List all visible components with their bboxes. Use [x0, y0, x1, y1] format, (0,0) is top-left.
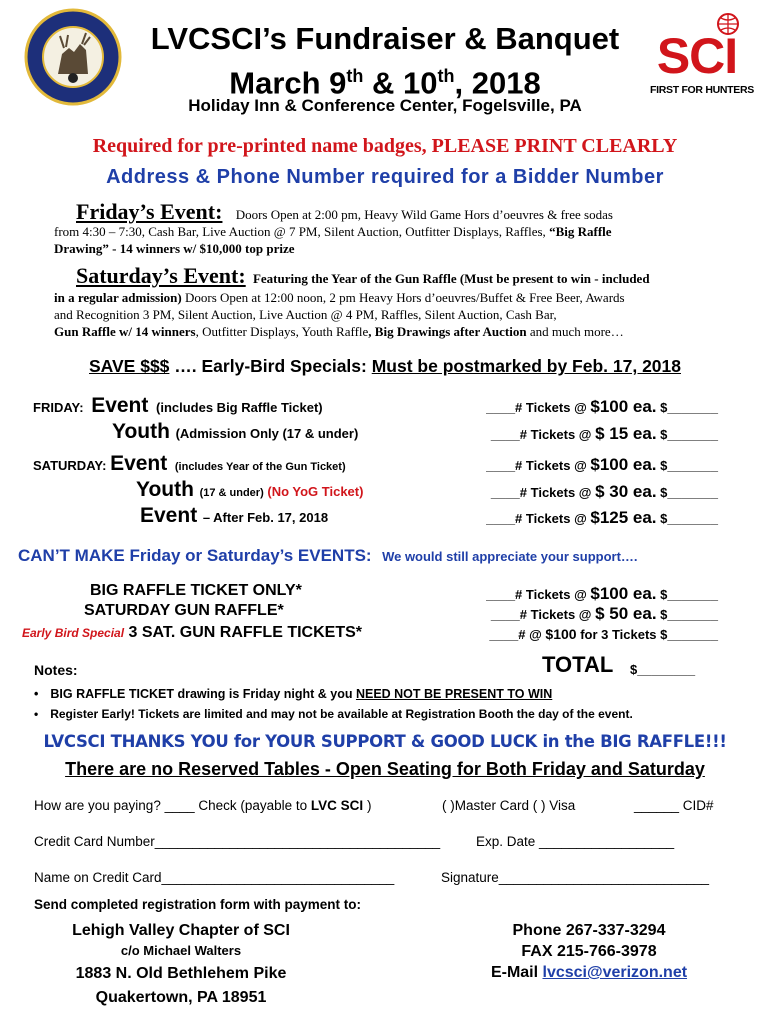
order-line-saturday-late[interactable] [486, 508, 718, 528]
sci-logo [650, 12, 754, 104]
order-price: $ 30 ea. [595, 482, 657, 501]
payment-payee: LVC SCI [310, 798, 364, 813]
order-line-friday-youth[interactable] [491, 424, 718, 444]
order-line-friday-event[interactable] [486, 397, 718, 417]
signature-field[interactable]: Signature____________________________ [441, 870, 710, 885]
order-price: $100 ea. [590, 455, 657, 474]
order-line-big-raffle[interactable] [486, 584, 718, 604]
saturday-youth-note: (No YoG Ticket) [267, 484, 364, 499]
saturday-event-heading: Saturday’s Event: [76, 263, 246, 288]
friday-event-desc: (includes Big Raffle Ticket) [156, 400, 323, 415]
saturday-event-text-4b: , Outfitter Displays, Youth Raffle [195, 324, 369, 339]
saturday-youth-row [136, 478, 363, 502]
friday-event-text-2b: “Big Raffle [549, 224, 612, 239]
early-bird-heading [0, 356, 770, 377]
order-amount: $_______ [656, 427, 718, 442]
order-amount: for 3 Tickets $_______ [576, 627, 718, 642]
order-amount: $_______ [656, 587, 718, 602]
seating-notice: There are no Reserved Tables - Open Seating for Both Friday and Saturday [65, 759, 705, 779]
order-qty: ____# Tickets @ [490, 427, 596, 442]
note-1-emphasis: NEED NOT BE PRESENT TO WIN [355, 687, 553, 701]
saturday-event-desc: (includes Year of the Gun Ticket) [174, 461, 346, 473]
order-line-saturday-event[interactable] [486, 455, 718, 475]
payment-check-close: ) [363, 798, 372, 813]
event-title: LVCSCI’s Fundraiser & Banquet [150, 21, 620, 56]
send-instructions: Send completed registration form with payment to: [34, 897, 362, 912]
saturday-event-text-3: and Recognition 3 PM, Silent Auction, Live Auction @ 4 PM, Raffles, Silent Auction, Cash Bar, [54, 307, 557, 322]
early-bird-specials: …. Early-Bird Specials: [169, 356, 372, 376]
contact-email-label: E-Mail [490, 964, 543, 981]
order-amount: $_______ [656, 607, 718, 622]
total-label: TOTAL [542, 652, 614, 677]
total-field[interactable]: $________ [630, 662, 696, 677]
saturday-event-text-2 [54, 290, 625, 306]
saturday-event-text-2a: in a regular admission) [54, 290, 182, 305]
bullet-icon: • [34, 687, 39, 701]
thanks-banner: LVCSCI THANKS YOU for YOUR SUPPORT & GOOD LUCK in the BIG RAFFLE!!! [43, 732, 727, 751]
bullet-icon: • [34, 707, 39, 721]
address-street: 1883 N. Old Bethlehem Pike [75, 965, 287, 982]
order-amount: $_______ [656, 511, 718, 526]
saturday-youth-label: Youth [136, 478, 194, 501]
saturday-event-text-2b: Doors Open at 12:00 noon, 2 pm Heavy Hors d’oeuvres/Buffet & Free Beer, Awards [181, 290, 625, 305]
order-qty: ____# Tickets @ [486, 458, 591, 473]
card-number-field[interactable]: Credit Card Number______________________________________ [34, 834, 441, 849]
event-dates [122, 58, 648, 101]
saturday-event-text-4d: and much more… [526, 324, 624, 339]
contact-email-row [444, 962, 734, 983]
order-qty: ____# Tickets @ [490, 485, 596, 500]
friday-event-text-2 [54, 224, 612, 240]
address-city: Quakertown, PA 18951 [95, 989, 267, 1006]
order-line-saturday-youth[interactable] [491, 482, 718, 502]
saturday-event-label: Event [110, 452, 168, 475]
saturday-event-text-4a: Gun Raffle w/ 14 winners [54, 324, 196, 339]
payment-method-question [34, 798, 371, 813]
saturday-event-intro [76, 263, 650, 289]
friday-event-row [33, 394, 323, 418]
saturday-late-row [140, 504, 328, 528]
expiry-date-field[interactable]: Exp. Date __________________ [476, 834, 675, 849]
order-line-gun-raffle[interactable] [491, 604, 718, 624]
order-qty: ____# @ [489, 627, 546, 642]
friday-event-text-2a: from 4:30 – 7:30, Cash Bar, Live Auction @ 7 PM, Silent Auction, Outfitter Displays, Raffles, [54, 224, 550, 239]
cardholder-name-field[interactable]: Name on Credit Card_______________________________ [34, 870, 395, 885]
contact-fax: FAX 215-766-3978 [521, 943, 657, 960]
order-line-early-bird-raffle[interactable] [489, 626, 718, 642]
early-bird-raffle-text: 3 SAT. GUN RAFFLE TICKETS* [124, 624, 362, 641]
friday-event-text-3: Drawing” - 14 winners w/ $10,000 top prize [54, 241, 295, 256]
chapter-logo-emblem [24, 8, 122, 106]
saturday-late-desc: – After Feb. 17, 2018 [202, 510, 329, 525]
order-qty: ____# Tickets @ [486, 511, 591, 526]
note-1-text: BIG RAFFLE TICKET drawing is Friday night & you [50, 687, 356, 701]
friday-youth-row [112, 420, 358, 444]
friday-event-label: Event [91, 394, 149, 417]
cant-make-support: We would still appreciate your support…. [382, 549, 638, 564]
cant-make-row [18, 546, 638, 566]
order-amount: $_______ [656, 485, 718, 500]
contact-email-link[interactable]: lvcsci@verizon.net [542, 964, 688, 981]
badge-notice: Required for pre-printed name badges, PLEASE PRINT CLEARLY [92, 135, 678, 157]
friday-youth-desc: (Admission Only (17 & under) [175, 426, 359, 441]
order-qty: ____# Tickets @ [486, 400, 591, 415]
note-item-2 [34, 707, 633, 721]
contact-info [444, 920, 734, 983]
address-org: Lehigh Valley Chapter of SCI [72, 922, 290, 939]
early-bird-raffle-row [22, 624, 362, 642]
order-price: $100 [545, 626, 577, 642]
friday-event-text-1: Doors Open at 2:00 pm, Heavy Wild Game Hors d’oeuvres & free sodas [235, 207, 613, 222]
payment-check-label: How are you paying? ____ Check (payable to [34, 798, 311, 813]
saturday-youth-desc: (17 & under) [199, 487, 264, 499]
order-price: $125 ea. [590, 508, 657, 527]
gun-raffle-label: SATURDAY GUN RAFFLE* [84, 602, 284, 619]
saturday-label: SATURDAY: [33, 458, 107, 473]
cid-field[interactable]: ______ CID# [634, 798, 714, 813]
cant-make-heading: CAN’T MAKE Friday or Saturday’s EVENTS: [18, 546, 372, 565]
note-item-1 [34, 687, 552, 701]
note-2-text: Register Early! Tickets are limited and may not be available at Registration Booth the day of the event. [50, 707, 633, 721]
event-date-2-suffix: th [437, 66, 455, 86]
event-venue: Holiday Inn & Conference Center, Fogelsville, PA [188, 96, 582, 115]
card-type-options[interactable]: ( )Master Card ( ) Visa [442, 798, 576, 813]
early-bird-deadline: Must be postmarked by Feb. 17, 2018 [371, 356, 681, 376]
friday-event-heading: Friday’s Event: [76, 199, 223, 224]
sci-wordmark: SCI [656, 28, 738, 84]
order-qty: ____# Tickets @ [486, 587, 591, 602]
saturday-event-text-4 [54, 324, 624, 340]
order-price: $ 50 ea. [595, 604, 657, 623]
order-amount: $_______ [656, 458, 718, 473]
saturday-late-label: Event [140, 504, 198, 527]
event-year: , 2018 [454, 65, 541, 101]
order-amount: $_______ [656, 400, 718, 415]
saturday-event-text-4c: , Big Drawings after Auction [368, 324, 527, 339]
sci-tagline: FIRST FOR HUNTERS [650, 84, 754, 96]
event-date-1: March 9 [229, 65, 347, 101]
order-price: $ 15 ea. [595, 424, 657, 443]
saturday-event-text-1: Featuring the Year of the Gun Raffle (Must be present to win - included [252, 271, 650, 286]
mailing-address [30, 920, 332, 1010]
early-bird-save: SAVE $$$ [89, 356, 170, 376]
friday-event-intro [76, 199, 613, 225]
friday-label: FRIDAY: [33, 400, 84, 415]
order-price: $100 ea. [590, 584, 657, 603]
saturday-event-row [33, 452, 346, 476]
address-co: c/o Michael Walters [120, 943, 242, 958]
order-price: $100 ea. [590, 397, 657, 416]
contact-phone: Phone 267-337-3294 [512, 922, 666, 939]
chapter-logo [24, 8, 122, 106]
early-bird-special-label: Early Bird Special [22, 626, 125, 640]
order-qty: ____# Tickets @ [490, 607, 596, 622]
big-raffle-label: BIG RAFFLE TICKET ONLY* [90, 582, 302, 599]
friday-youth-label: Youth [112, 420, 170, 443]
bidder-notice: Address & Phone Number required for a Bidder Number [106, 166, 664, 188]
notes-label: Notes: [34, 662, 78, 678]
event-date-2: & 10 [363, 65, 438, 101]
event-date-1-suffix: th [346, 66, 364, 86]
